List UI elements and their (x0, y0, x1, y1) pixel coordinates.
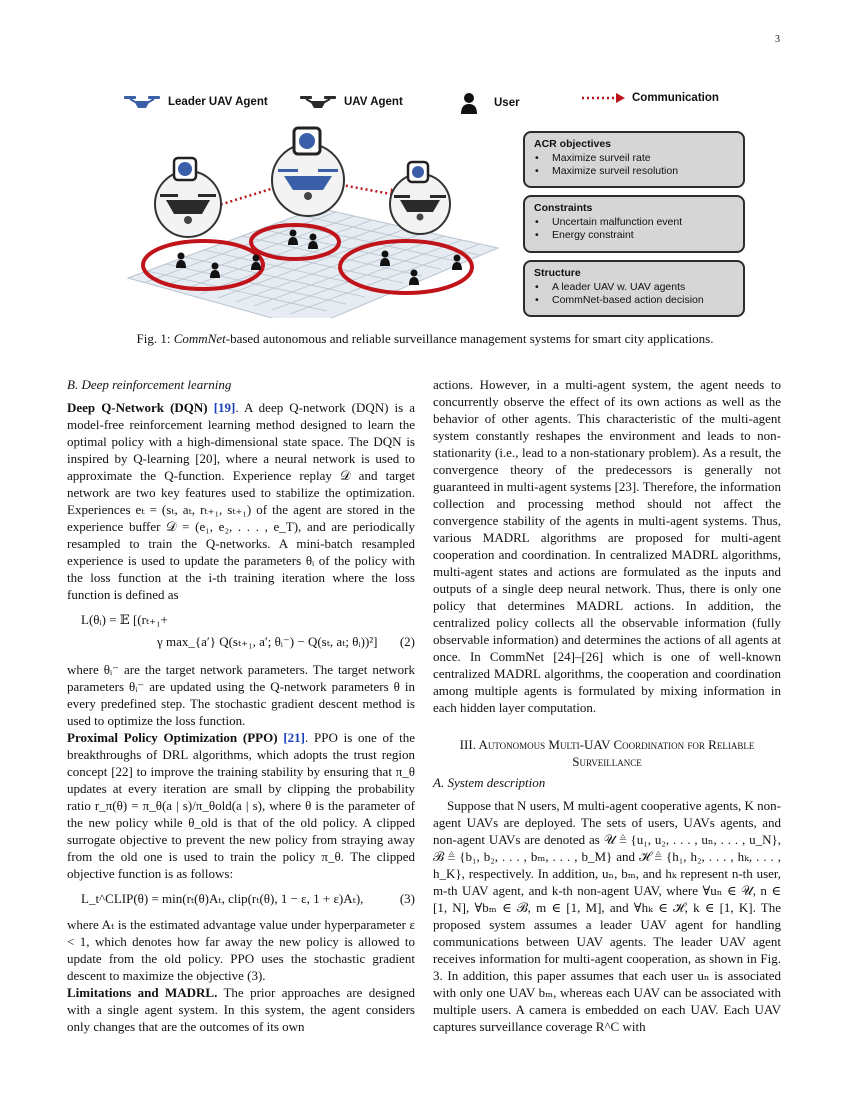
left-column (67, 376, 415, 1035)
box-item: • Maximize surveil resolution (534, 165, 735, 178)
box-item: • A leader UAV w. UAV agents (534, 281, 735, 294)
figure-1 (108, 82, 748, 322)
box-item: • Maximize surveil rate (534, 152, 735, 165)
box-structure (523, 260, 745, 317)
paragraph-madrl: actions. However, in a multi-agent system, the agent needs to concurrently observe the effect of its own actions as well as the behavior of other agents. This characteristic of the multi-agent system constantly reshapes the environment and leads to non-stationarity (i.e., lead to a non-stationary problem). As a result, the convergence theory of the predecessors is generally not guaranteed in multi-agent systems [23]. Therefore, the information collection and processing method should not affect the convergence stability of the agents in multi-agent systems. Thus, various MADRL algorithms are proposed for multi-agent cooperation and coordination. In centralized MADRL algorithms, multi-agent states and actions are formulated as the inputs and outputs of a single deep neural network. Thus, there is only one policy that determines MADRL actions. In addition, the centralized policy collects all the observable information (fully observable information) and determines the actions of all agents at once. In CommNet [24]–[26] which is one of well-known centralized MADRL algorithms, the cooperation and coordination among multiple agents is formulated by mixing information in each hidden layer computation. (433, 377, 781, 715)
box-constraints (523, 195, 745, 253)
paragraph-limitations: Limitations and MADRL. The prior approaches are designed with a single agent system. In this system, the agent considers only changes that are the outcomes of its own (67, 985, 415, 1034)
communication-link-left (216, 188, 274, 206)
user-icon (458, 92, 480, 114)
section-heading: III. Autonomous Multi-UAV Coordination for Reliable Surveillance (459, 737, 755, 769)
box-title: Structure (534, 267, 581, 279)
legend-uav: UAV Agent (298, 92, 403, 112)
citation-link[interactable]: [21] (283, 730, 305, 745)
paragraph-after-eq3: where Aₜ is the estimated advantage value under hyperparameter ε < 1, which denotes how far away the new policy is allowed to update from the old policy. PPO uses the stochastic gradient descent to maximize the objective (3). (67, 917, 415, 983)
paragraph-after-eq2: where θᵢ⁻ are the target network parameters. The target network parameters θᵢ⁻ are updated using the Q-network parameters θ in every predefined step. The stochastic gradient descent method is used to optimize the loss function. (67, 662, 415, 728)
communication-arrow-icon (580, 92, 626, 104)
box-item: • Energy constraint (534, 229, 735, 242)
right-column (433, 376, 781, 1035)
figure-legend (108, 92, 748, 116)
box-title: ACR objectives (534, 138, 612, 150)
subsection-heading: B. Deep reinforcement learning (67, 377, 232, 392)
citation-link[interactable]: [19] (213, 400, 236, 415)
box-title: Constraints (534, 202, 593, 214)
surveillance-scene (108, 118, 518, 318)
paragraph-system-description: Suppose that N users, M multi-agent cooperative agents, K non-agent UAVs are deployed. The sets of users, UAVs agents, and non-agent UAVs are denoted as 𝒰 ≜ {u₁, u₂, . . . , uₙ, . . . , u_N}, ℬ ≜ {b₁, b₂, . . . , bₘ, . . . , b_M} and ℋ ≜ {h₁, h₂, . . . , hₖ, . . . , h_K}, respectively. In addition, uₙ, bₘ, and hₖ represent n-th user, m-th UAV agent, and k-th non-agent UAV, where ∀uₙ ∈ 𝒰, n ∈ [1, N], ∀bₘ ∈ ℬ, m ∈ [1, M], and ∀hₖ ∈ ℋ, k ∈ [1, K]. The proposed system assumes a leader UAV agent for handling communications between UAV agents. The leader UAV agent receives information for multi-agent cooperation, as shown in Fig. 3. In addition, this paper assumes that each user uₙ is associated with only one UAV bₘ, whereas each UAV can be associated with multiple users. A camera is embedded on each UAV. Each UAV captures surveillance coverage R^C with (433, 798, 781, 1034)
drone-icon (298, 92, 338, 112)
legend-communication: Communication (580, 92, 719, 104)
leader-uav-agent (272, 128, 344, 216)
legend-leader: Leader UAV Agent (122, 92, 268, 112)
uav-agent-left (155, 158, 221, 237)
figure-caption: Fig. 1: CommNet-based autonomous and reliable surveillance management systems for smart city applications. (136, 331, 714, 346)
leader-drone-icon (122, 92, 162, 112)
legend-user: User (458, 92, 520, 114)
equation-3: L_t^CLIP(θ) = min(rₜ(θ)Aₜ, clip(rₜ(θ), 1 − ε, 1 + ε)Aₜ), (3) (81, 891, 415, 906)
box-item: • Uncertain malfunction event (534, 216, 735, 229)
equation-2: L(θᵢ) = 𝔼 [(rₜ₊₁+ γ max_{a′} Q(sₜ₊₁, a′; θᵢ⁻) − Q(sₜ, aₜ; θᵢ))²] (2) (81, 612, 415, 649)
subsection-heading: A. System description (433, 775, 546, 790)
uav-agent-right (390, 162, 450, 234)
paragraph-ppo: Proximal Policy Optimization (PPO) [21]. PPO is one of the breakthroughs of DRL algorithms, which adopts the trust region concept [22] to improve the training stability by ensuring that π_θ updates at every iteration are small by clipping the probability ratio r_π(θ) = π_θ(a | s)/π_θold(a | s), where θ is the parameter of the new policy while θ_old is that of the old policy. A clipped surrogate objective to prevent the new policy from straying away from the old one is used to train the policy π_θ. The clipped objective function is as follows: (67, 730, 416, 881)
paragraph-dqn: Deep Q-Network (DQN) [19]. A deep Q-network (DQN) is a model-free reinforcement learning method designed to learn the optimal policy with a high-dimensional state space. The DQN is inspired by Q-learning [20], where a neural network is used to approximate the Q-function. Experience replay 𝒟 and target network are two key features used to stabilize the optimization. Experiences eₜ = (sₜ, aₜ, rₜ₊₁, sₜ₊₁) of the agent are stored in the experience buffer 𝒟 = (e₁, e₂, . . . , e_T), and are periodically resampled to train the Q-networks. A mini-batch resampled experience is used to update the parameters θᵢ of the policy with the loss function at the i-th training iteration where the loss function is defined as (67, 400, 415, 602)
page-number: 3 (775, 34, 780, 45)
box-item: • CommNet-based action decision (534, 294, 735, 307)
box-acr-objectives (523, 131, 745, 188)
